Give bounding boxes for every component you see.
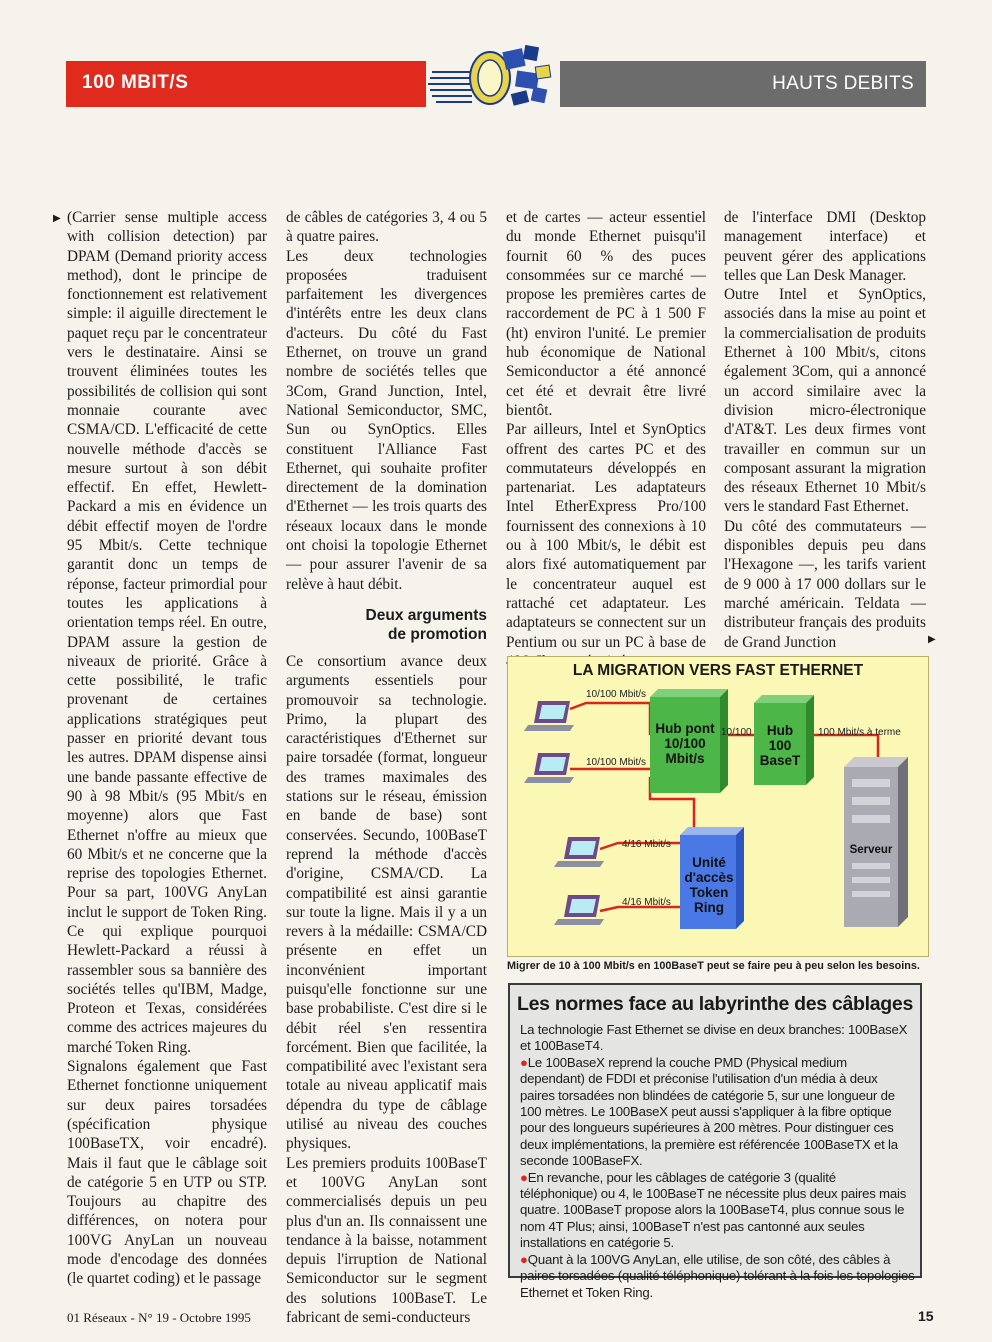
diagram-caption: Migrer de 10 à 100 Mbit/s en 100BaseT peut se faire peu à peu selon les besoins. (507, 960, 920, 972)
workstation-icon (554, 895, 604, 925)
paragraph: et de cartes — acteur essentiel du monde Ethernet puisqu'il fournit 60 % des puces consommées sur ce marché — propose les premières cartes de raccordement de PC à 1 500 F (ht) environ l'unité. Le premier hub économique de National Semiconductor a été annoncé cet été et devrait être livré bientôt. (506, 209, 706, 419)
svg-text:10/100 Mbit/s: 10/100 Mbit/s (586, 757, 647, 768)
workstation-icon (554, 837, 604, 867)
svg-text:Hub pont: Hub pont (655, 721, 715, 736)
continued-arrow-icon: ▶ (53, 213, 61, 224)
paragraph: de l'interface DMI (Desktop management interface) et peuvent gérer des applications telles que Lan Desk Manager. (724, 209, 926, 284)
token-ring-access-unit (680, 827, 744, 929)
article-column-3 (506, 208, 706, 671)
sidebar-box (508, 983, 922, 1300)
sidebar-body (520, 1022, 915, 1301)
svg-text:4/16 Mbit/s: 4/16 Mbit/s (622, 897, 671, 908)
paragraph: Signalons également que Fast Ethernet fonctionne uniquement sur deux paires torsadées (spécification physique 100BaseTX, voir encadré). Mais il faut que le câblage soit de catégorie 5 en UTP ou STP. Toujours au chapitre des différences, on notera pour 100VG AnyLan un nouveau mode d'encodage des données (le quartet coding) et le passage (67, 1058, 267, 1288)
paragraph: Par ailleurs, Intel et SynOptics offrent des cartes PC et des commutateurs développés en partenariat. Les adaptateurs Intel EtherExpress Pro/100 fournissent des connexions à 10 ou à 100 Mbit/s, le débit est alors fixé automatiquement par le concentrateur auquel est rattaché cet adaptateur. Les adaptateurs se connectent sur un Pentium ou sur un PC à base de (506, 421, 706, 651)
svg-text:4/16 Mbit/s: 4/16 Mbit/s (622, 839, 671, 850)
bullet-icon: ● (520, 1169, 528, 1185)
article-column-4 (724, 208, 926, 652)
article-column-2 (286, 208, 487, 1327)
svg-text:BaseT: BaseT (759, 753, 801, 768)
paragraph: Les deux technologies proposées traduisent parfaitement les divergences d'intérêts entre les deux clans d'acteurs. Du côté du Fast Ethernet, on trouve un grand nombre de sociétés telles que 3Com, Grand Junction, Intel, National Semiconductor, SMC, Sun ou SynOptics. Elles constituent l'Alliance Fast Ethernet, qui souhaite profiter directement de la domination d'Ethernet — les trois quarts des réseaux locaux dans le monde ont choisi la topologie Ethernet — pour assurer l'avenir de sa relève à haut débit. (286, 247, 487, 593)
sidebar-title: Les normes face au labyrinthe des câblages (517, 993, 913, 1015)
paragraph: Les premiers produits 100BaseT et 100VG AnyLan sont commercialisés depuis un peu plus d'un an. Ils connaissent une tendance à la baisse, notamment depuis l'irruption de National Semiconductor sur le segment des solutions 100BaseT. Le fabricant de semi-conducteurs (286, 1154, 487, 1327)
server-icon (844, 757, 908, 927)
paragraph: Du côté des commutateurs — disponibles depuis peu dans l'Hexagone —, les tarifs varient de 9 000 à 17 000 dollars sur le marché américain. Teldata — distributeur français des produits de Grand Junction (724, 517, 926, 651)
svg-text:Serveur: Serveur (849, 844, 893, 856)
article-column-1 (67, 208, 267, 1289)
svg-text:Token: Token (689, 885, 729, 900)
workstation-icon (524, 753, 574, 783)
workstation-icon (524, 701, 574, 731)
subheading: Deux arguments de promotion (365, 606, 487, 643)
diagram-canvas (508, 657, 928, 956)
paragraph: (Carrier sense multiple access with collision detection) par DPAM (Demand priority access method), dont le principe de fonctionnement est relativement simple: il aiguille directement le paquet reçu par le concentrateur vers le destinataire. Ainsi se trouvent éliminées toutes les possibilités de collision qui sont monnaie courante avec CSMA/CD. L'efficacité de cette nouvelle méthode d'accès se mesure surtout à son débit effectif. En effet, Hewlett-Packard a mis en évidence un débit effectif moyen de l'ordre 95 Mbit/s. Cette technique garantit donc un temps de réponse, facteur primordial pour toutes les applications à orientation temps réel. En outre, DPAM assure la gestion de niveaux de priorité. Grâce à cette possibilité, le trafic provenant de certaines applications stratégiques peut passer en priorité devant tous les autres. DPAM dispense ainsi une bande passante effective de 90 à 98 Mbit/s (95 Mbit/s en moyenne) alors que Fast Ethernet n'offre au mieux que 60 Mbit/s et ne concerne que la reprise des topologies Ethernet. Pour sa part, 100VG AnyLan inclut le support de Token Ring. Ce qui explique pourquoi Hewlett-Packard a réussi à rassembler sous sa bannière des sociétés telles qu'IBM, Madge, Proteon et Texas, considérées comme des actrices majeures du marché Token Ring. (67, 209, 267, 1056)
page-number: 15 (918, 1308, 934, 1324)
paragraph: Ce consortium avance deux arguments essentiels pour promouvoir sa technologie. Primo, la plupart des caractéristiques d'Ethernet sur paire torsadée (format, longueur des trames maximales des stations sur le réseau, émission en bande de base) sont conservées. Secundo, 100BaseT reprend la méthode d'accès d'origine, CSMA/CD. La compatibilité est ainsi garantie sur toute la ligne. Mais il y a un revers à la médaille: CSMA/CD présente en effet un inconvénient important puisqu'elle fonctionne sur une base probabiliste. C'est dire si le débit réel s'en ressentira forcément. Bien que facilitée, la compatibilité avec l'existant sera totale au niveau applicatif mais dépendra du type de câblage utilisé au niveau des couches physiques. (286, 652, 487, 1153)
hub-bridge-box (650, 689, 728, 793)
svg-text:10/100: 10/100 (721, 727, 752, 738)
sidebar-bullet: ●Le 100BaseX reprend la couche PMD (Physical medium dependant) de FDDI et préconise l'utilisation d'un média à deux paires torsadées non blindées de catégorie 5, sur une longueur de 100 mètres. Le 100BaseX peut aussi s'appliquer à la fibre optique pour des longueurs supérieures à 200 mètres. Pour distinguer ces deux implémentations, la première est référencée 100BaseTX et la seconde 100BaseFX. (520, 1054, 898, 1169)
paragraph: de câbles de catégories 3, 4 ou 5 à quatre paires. (286, 209, 487, 246)
sidebar-bullet: ●En revanche, pour les câblages de catégorie 3 (qualité téléphonique) ou 4, le 100BaseT ne nécessite plus deux paires mais quatre. 100BaseT propose alors la 100BaseT4, plus connue sous le nom 4T Plus; ainsi, 100BaseT n'est pas cantonné aux seules installations en catégorie 5. (520, 1169, 907, 1251)
svg-text:100: 100 (768, 738, 792, 753)
svg-text:Mbit/s: Mbit/s (665, 751, 705, 766)
continues-arrow-icon: ▶ (928, 634, 936, 645)
svg-text:Hub: Hub (766, 723, 794, 738)
hub-100baset-box (754, 695, 814, 785)
bullet-icon: ● (520, 1251, 528, 1267)
diagram-title: LA MIGRATION VERS FAST ETHERNET (572, 662, 864, 679)
svg-text:Unité: Unité (692, 855, 726, 870)
sidebar-bullet: ●Quant à la 100VG AnyLan, elle utilise, de son côté, des câbles à paires torsadées (qualité téléphonique) tolérant à la fois les topologies Ethernet et Token Ring. (520, 1251, 915, 1300)
section-banner-right (560, 61, 926, 107)
section-label-right: HAUTS DEBITS (772, 73, 914, 94)
section-label-left: 100 MBIT/S (82, 72, 189, 93)
svg-text:d'accès: d'accès (684, 870, 734, 885)
svg-text:10/100: 10/100 (664, 736, 706, 751)
paragraph: Outre Intel et SynOptics, associés dans la mise au point et la commercialisation de produits Ethernet à 100 Mbit/s, citons également 3Com, qui a annoncé un accord similaire avec la division micro-électronique d'AT&T. Les deux firmes vont travailler en commun sur un composant assurant la migration des réseaux Ethernet 10 Mbit/s vers le standard Fast Ethernet. (724, 286, 926, 516)
footer-publication: 01 Réseaux - N° 19 - Octobre 1995 (67, 1310, 251, 1325)
network-migration-diagram (507, 656, 929, 957)
header-emblem-illustration (428, 42, 558, 114)
svg-text:100 Mbit/s à terme: 100 Mbit/s à terme (818, 727, 901, 738)
sidebar-intro: La technologie Fast Ethernet se divise en deux branches: 100BaseX et 100BaseT4. (520, 1022, 908, 1054)
section-banner-left (66, 61, 426, 107)
svg-text:Ring: Ring (694, 900, 724, 915)
bullet-icon: ● (520, 1054, 528, 1070)
svg-text:10/100 Mbit/s: 10/100 Mbit/s (586, 689, 647, 700)
